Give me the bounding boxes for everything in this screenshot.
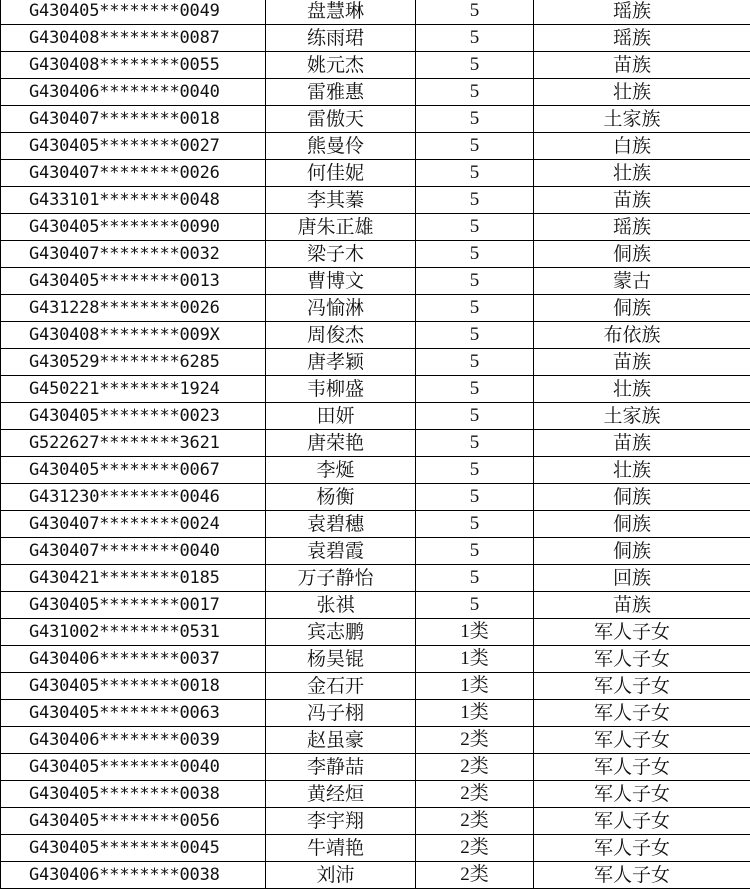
id-cell: G430405********0013 xyxy=(1,268,266,295)
table-row xyxy=(1,349,750,376)
id-cell: G430407********0032 xyxy=(1,241,266,268)
category-cell: 侗族 xyxy=(534,484,750,511)
id-cell: G430529********6285 xyxy=(1,349,266,376)
table-row xyxy=(1,376,750,403)
name-cell: 雷雅惠 xyxy=(266,79,416,106)
category-cell: 军人子女 xyxy=(534,808,750,835)
grade-cell: 5 xyxy=(416,322,534,349)
id-cell: G433101********0048 xyxy=(1,187,266,214)
id-cell: G522627********3621 xyxy=(1,430,266,457)
name-cell: 袁碧穗 xyxy=(266,511,416,538)
category-cell: 苗族 xyxy=(534,430,750,457)
category-cell: 苗族 xyxy=(534,349,750,376)
id-cell: G430405********0040 xyxy=(1,754,266,781)
name-cell: 熊曼伶 xyxy=(266,133,416,160)
name-cell: 万子静怡 xyxy=(266,565,416,592)
id-cell: G430408********0087 xyxy=(1,25,266,52)
category-cell: 军人子女 xyxy=(534,646,750,673)
name-cell: 牛靖艳 xyxy=(266,835,416,862)
table-row xyxy=(1,403,750,430)
name-cell: 冯愉淋 xyxy=(266,295,416,322)
category-cell: 军人子女 xyxy=(534,727,750,754)
name-cell: 梁子木 xyxy=(266,241,416,268)
table-row xyxy=(1,646,750,673)
category-cell: 壮族 xyxy=(534,376,750,403)
name-cell: 冯子栩 xyxy=(266,700,416,727)
grade-cell: 5 xyxy=(416,0,534,25)
id-cell: G450221********1924 xyxy=(1,376,266,403)
category-cell: 苗族 xyxy=(534,187,750,214)
grade-cell: 5 xyxy=(416,25,534,52)
id-cell: G430408********0055 xyxy=(1,52,266,79)
id-cell: G430407********0026 xyxy=(1,160,266,187)
name-cell: 唐朱正雄 xyxy=(266,214,416,241)
id-cell: G430406********0037 xyxy=(1,646,266,673)
id-cell: G430405********0056 xyxy=(1,808,266,835)
category-cell: 侗族 xyxy=(534,295,750,322)
grade-cell: 5 xyxy=(416,403,534,430)
name-cell: 赵虽豪 xyxy=(266,727,416,754)
category-cell: 回族 xyxy=(534,565,750,592)
grade-cell: 1类 xyxy=(416,619,534,646)
name-cell: 田妍 xyxy=(266,403,416,430)
grade-cell: 5 xyxy=(416,133,534,160)
grade-cell: 5 xyxy=(416,565,534,592)
table-row xyxy=(1,700,750,727)
grade-cell: 5 xyxy=(416,349,534,376)
name-cell: 雷傲天 xyxy=(266,106,416,133)
name-cell: 金石开 xyxy=(266,673,416,700)
id-cell: G430406********0038 xyxy=(1,862,266,889)
table-row xyxy=(1,619,750,646)
grade-cell: 5 xyxy=(416,430,534,457)
table-row xyxy=(1,727,750,754)
category-cell: 军人子女 xyxy=(534,862,750,889)
category-cell: 苗族 xyxy=(534,52,750,79)
name-cell: 李烻 xyxy=(266,457,416,484)
table-row xyxy=(1,268,750,295)
table-row xyxy=(1,781,750,808)
id-cell: G430407********0018 xyxy=(1,106,266,133)
grade-cell: 5 xyxy=(416,52,534,79)
grade-cell: 2类 xyxy=(416,835,534,862)
table-row xyxy=(1,79,750,106)
name-cell: 唐孝颖 xyxy=(266,349,416,376)
table-row xyxy=(1,0,750,25)
grade-cell: 5 xyxy=(416,79,534,106)
category-cell: 侗族 xyxy=(534,241,750,268)
category-cell: 军人子女 xyxy=(534,619,750,646)
id-cell: G431230********0046 xyxy=(1,484,266,511)
table-row xyxy=(1,214,750,241)
name-cell: 杨衡 xyxy=(266,484,416,511)
category-cell: 侗族 xyxy=(534,511,750,538)
id-cell: G430405********0018 xyxy=(1,673,266,700)
category-cell: 壮族 xyxy=(534,457,750,484)
id-cell: G430406********0039 xyxy=(1,727,266,754)
table-row xyxy=(1,862,750,889)
grade-cell: 2类 xyxy=(416,754,534,781)
grade-cell: 2类 xyxy=(416,808,534,835)
name-cell: 李静喆 xyxy=(266,754,416,781)
category-cell: 壮族 xyxy=(534,160,750,187)
grade-cell: 5 xyxy=(416,160,534,187)
id-cell: G430406********0040 xyxy=(1,79,266,106)
category-cell: 蒙古 xyxy=(534,268,750,295)
name-cell: 张祺 xyxy=(266,592,416,619)
name-cell: 袁碧霞 xyxy=(266,538,416,565)
category-cell: 军人子女 xyxy=(534,700,750,727)
category-cell: 瑶族 xyxy=(534,0,750,25)
table-row xyxy=(1,484,750,511)
table-row xyxy=(1,187,750,214)
category-cell: 苗族 xyxy=(534,592,750,619)
id-cell: G430421********0185 xyxy=(1,565,266,592)
grade-cell: 5 xyxy=(416,592,534,619)
name-cell: 姚元杰 xyxy=(266,52,416,79)
category-cell: 壮族 xyxy=(534,79,750,106)
grade-cell: 1类 xyxy=(416,700,534,727)
id-cell: G430405********0038 xyxy=(1,781,266,808)
grade-cell: 1类 xyxy=(416,646,534,673)
name-cell: 韦柳盛 xyxy=(266,376,416,403)
name-cell: 李其蓁 xyxy=(266,187,416,214)
id-cell: G430407********0024 xyxy=(1,511,266,538)
table-row xyxy=(1,592,750,619)
grade-cell: 5 xyxy=(416,457,534,484)
name-cell: 周俊杰 xyxy=(266,322,416,349)
grade-cell: 5 xyxy=(416,187,534,214)
id-cell: G431228********0026 xyxy=(1,295,266,322)
table-row xyxy=(1,457,750,484)
grade-cell: 5 xyxy=(416,538,534,565)
grade-cell: 2类 xyxy=(416,862,534,889)
grade-cell: 2类 xyxy=(416,781,534,808)
category-cell: 军人子女 xyxy=(534,754,750,781)
category-cell: 土家族 xyxy=(534,106,750,133)
grade-cell: 5 xyxy=(416,241,534,268)
name-cell: 盘慧琳 xyxy=(266,0,416,25)
table-row xyxy=(1,808,750,835)
table-row xyxy=(1,511,750,538)
grade-cell: 2类 xyxy=(416,727,534,754)
id-cell: G431002********0531 xyxy=(1,619,266,646)
table-row xyxy=(1,52,750,79)
id-cell: G430405********0063 xyxy=(1,700,266,727)
category-cell: 白族 xyxy=(534,133,750,160)
name-cell: 唐荣艳 xyxy=(266,430,416,457)
category-cell: 军人子女 xyxy=(534,673,750,700)
name-cell: 宾志鹏 xyxy=(266,619,416,646)
table-row xyxy=(1,241,750,268)
grade-cell: 5 xyxy=(416,268,534,295)
id-cell: G430405********0023 xyxy=(1,403,266,430)
name-cell: 刘沛 xyxy=(266,862,416,889)
grade-cell: 5 xyxy=(416,106,534,133)
grade-cell: 5 xyxy=(416,295,534,322)
category-cell: 瑶族 xyxy=(534,214,750,241)
table-row xyxy=(1,106,750,133)
name-cell: 练雨珺 xyxy=(266,25,416,52)
name-cell: 何佳妮 xyxy=(266,160,416,187)
name-cell: 黄经烜 xyxy=(266,781,416,808)
name-cell: 杨昊锟 xyxy=(266,646,416,673)
table-row xyxy=(1,538,750,565)
category-cell: 瑶族 xyxy=(534,25,750,52)
grade-cell: 5 xyxy=(416,511,534,538)
id-cell: G430405********0017 xyxy=(1,592,266,619)
category-cell: 布依族 xyxy=(534,322,750,349)
category-cell: 军人子女 xyxy=(534,835,750,862)
name-cell: 曹博文 xyxy=(266,268,416,295)
name-cell: 李宇翔 xyxy=(266,808,416,835)
table-row xyxy=(1,565,750,592)
id-cell: G430407********0040 xyxy=(1,538,266,565)
table-row xyxy=(1,133,750,160)
id-cell: G430405********0090 xyxy=(1,214,266,241)
table-row xyxy=(1,430,750,457)
id-cell: G430405********0067 xyxy=(1,457,266,484)
grade-cell: 5 xyxy=(416,214,534,241)
table-row xyxy=(1,835,750,862)
category-cell: 侗族 xyxy=(534,538,750,565)
table-row xyxy=(1,160,750,187)
table-row xyxy=(1,754,750,781)
table-row xyxy=(1,25,750,52)
id-cell: G430405********0027 xyxy=(1,133,266,160)
grade-cell: 5 xyxy=(416,484,534,511)
table-row xyxy=(1,295,750,322)
category-cell: 土家族 xyxy=(534,403,750,430)
id-cell: G430408********009X xyxy=(1,322,266,349)
category-cell: 军人子女 xyxy=(534,781,750,808)
table-row xyxy=(1,322,750,349)
id-cell: G430405********0045 xyxy=(1,835,266,862)
id-cell: G430405********0049 xyxy=(1,0,266,25)
table-body xyxy=(1,0,750,889)
table-row xyxy=(1,673,750,700)
grade-cell: 5 xyxy=(416,376,534,403)
grade-cell: 1类 xyxy=(416,673,534,700)
